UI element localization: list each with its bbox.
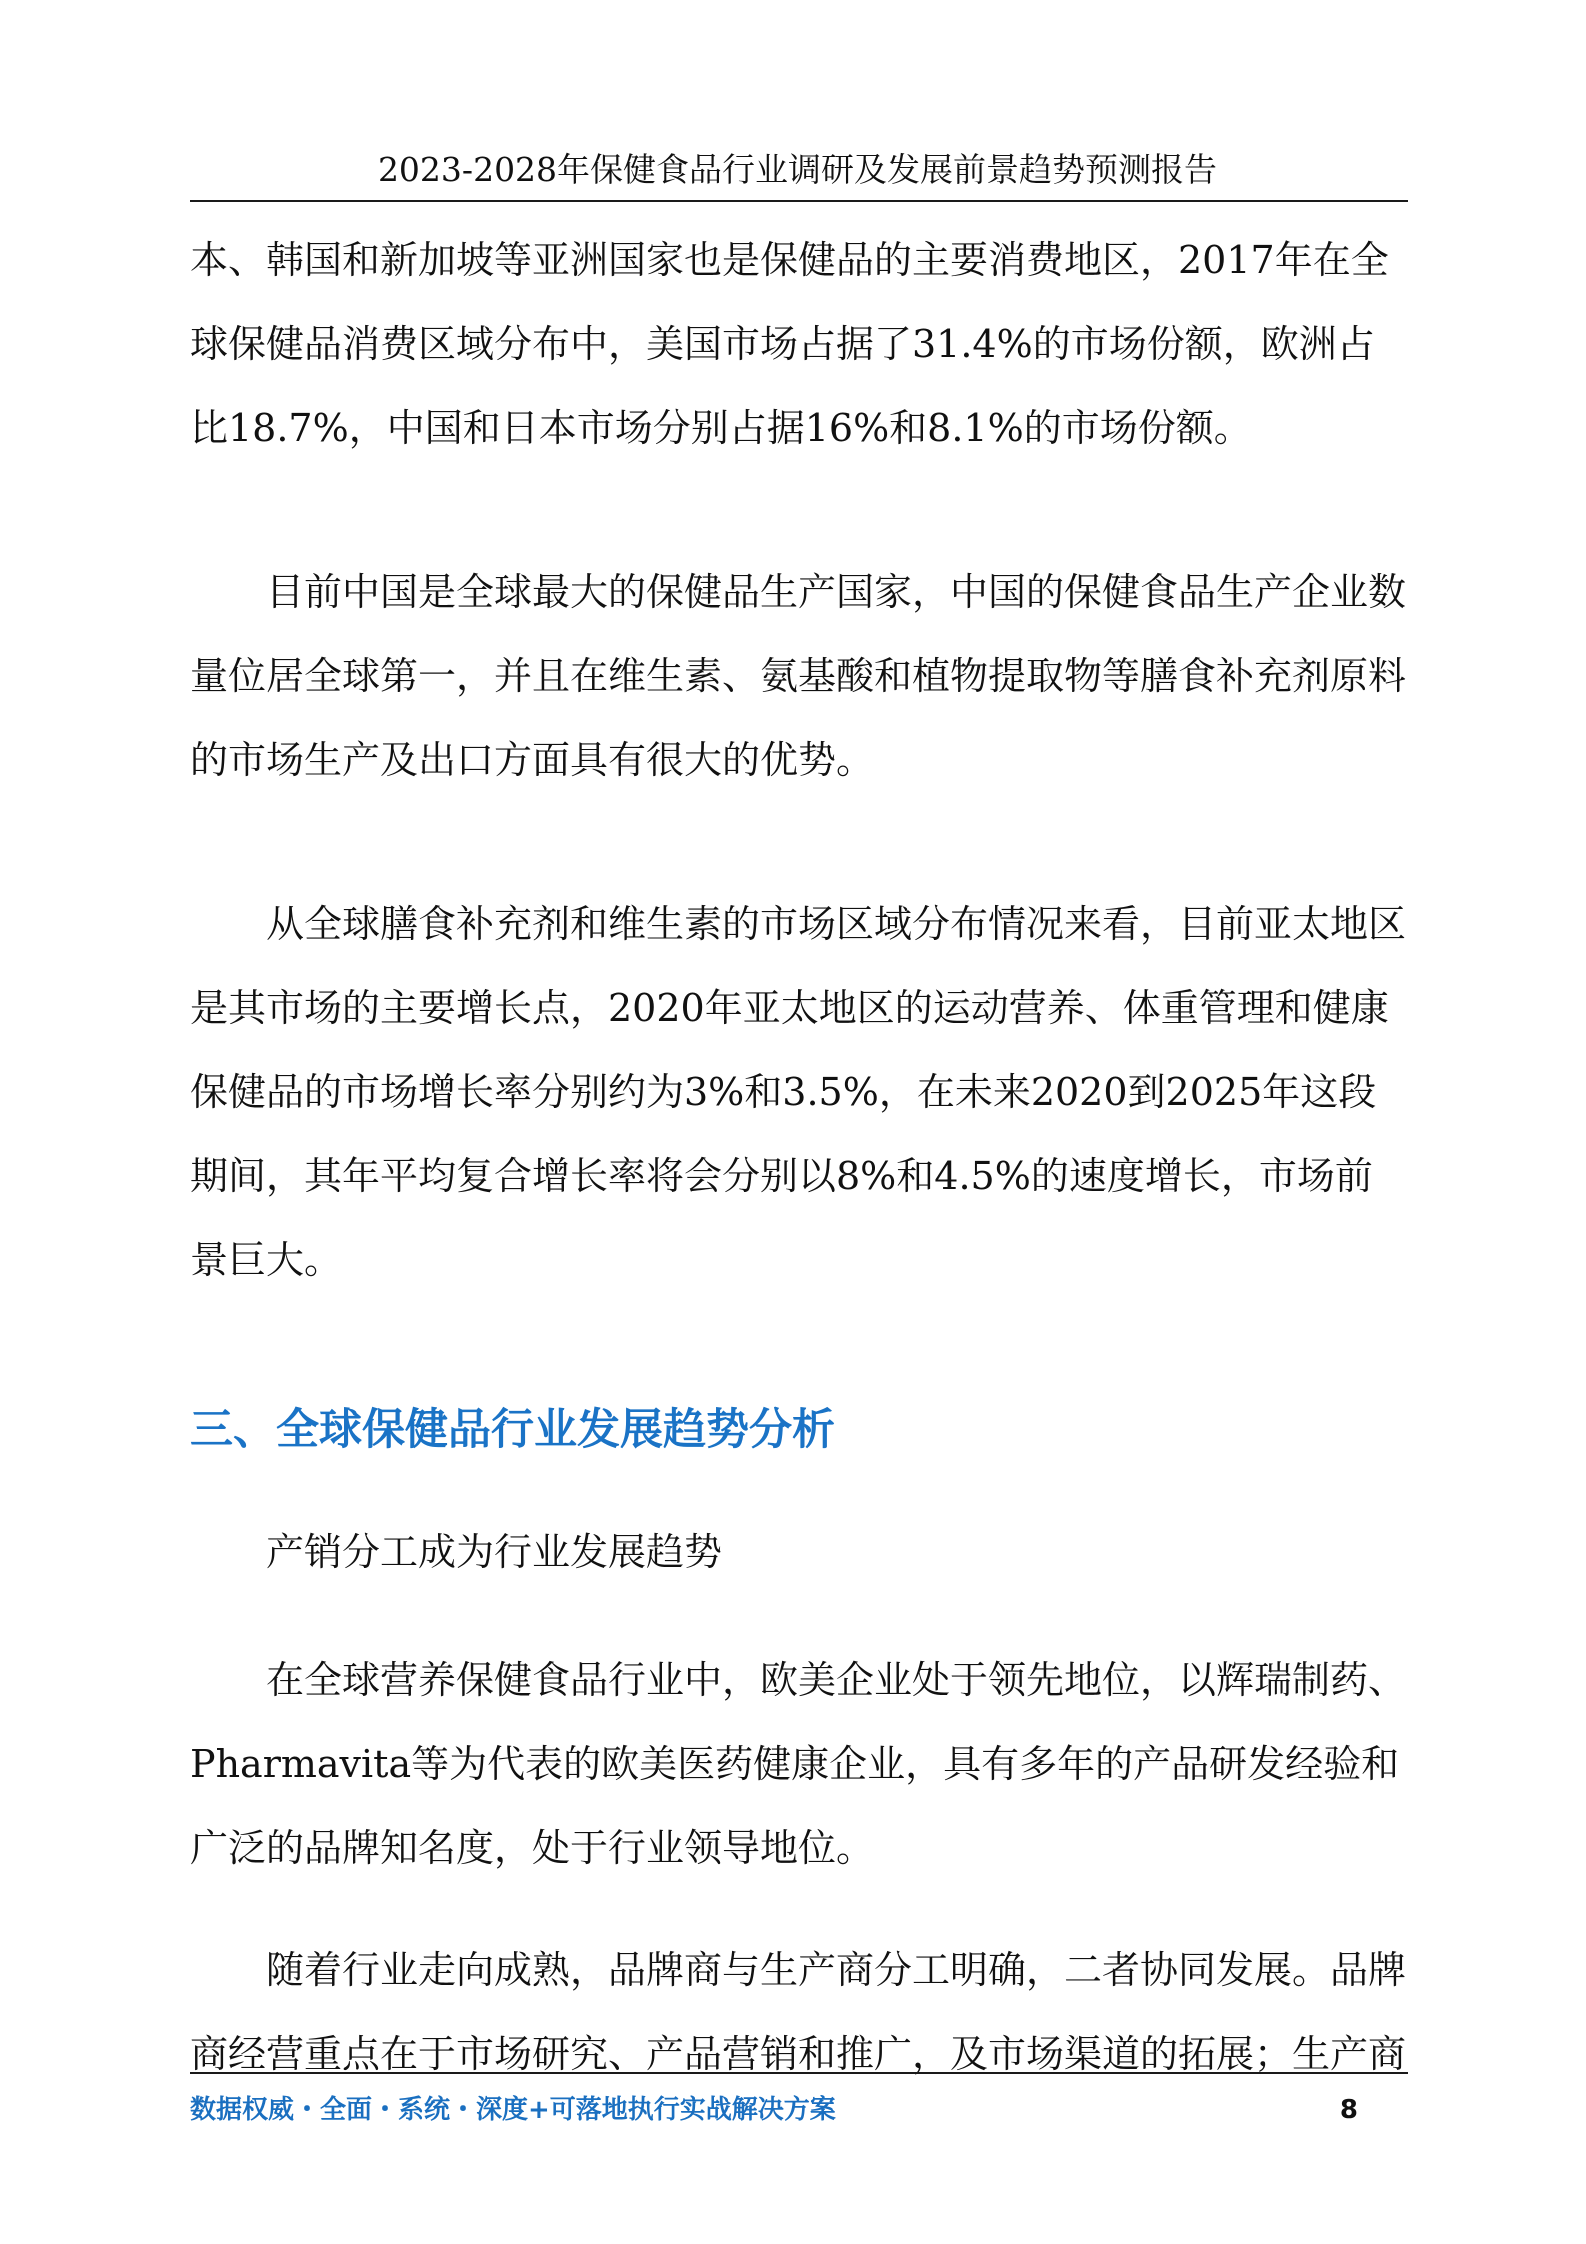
paragraph-brand-manufacturer-split: 随着行业走向成熟，品牌商与生产商分工明确，二者协同发展。品牌商经营重点在于市场研究、产品营销和推广，及市场渠道的拓展；生产商: [190, 1948, 1407, 2076]
page-number: 8: [1339, 2095, 1358, 2125]
paragraph-china-production: 目前中国是全球最大的保健品生产国家，中国的保健食品生产企业数量位居全球第一，并且在维生素、氨基酸和植物提取物等膳食补充剂原料的市场生产及出口方面具有很大的优势。: [190, 570, 1407, 782]
section-subheading: 产销分工成为行业发展趋势: [266, 1530, 723, 1574]
paragraph-consumption-regions: 本、韩国和新加坡等亚洲国家也是保健品的主要消费地区，2017年在全球保健品消费区域分布中，美国市场占据了31.4%的市场份额，欧洲占比18.7%，中国和日本市场分别占据16%和8.1%的市场份额。: [190, 238, 1389, 450]
header-divider: [190, 200, 1408, 202]
section-heading: 三、全球保健品行业发展趋势分析: [190, 1405, 835, 1455]
paragraph-western-leaders: 在全球营养保健食品行业中，欧美企业处于领先地位，以辉瑞制药、Pharmavita等为代表的欧美医药健康企业，具有多年的产品研发经验和广泛的品牌知名度，处于行业领导地位。: [190, 1658, 1407, 1870]
footer-slogan: 数据权威・全面・系统・深度+可落地执行实战解决方案: [190, 2095, 836, 2125]
running-header-title: 2023-2028年保健食品行业调研及发展前景趋势预测报告: [377, 150, 1218, 189]
paragraph-asia-pacific-growth: 从全球膳食补充剂和维生素的市场区域分布情况来看，目前亚太地区是其市场的主要增长点，2020年亚太地区的运动营养、体重管理和健康保健品的市场增长率分别约为3%和3.5%，在未来2020到2025年这段期间，其年平均复合增长率将会分别以8%和4.5%的速度增长，市场前景巨大。: [190, 902, 1407, 1282]
footer-divider: [190, 2072, 1408, 2074]
